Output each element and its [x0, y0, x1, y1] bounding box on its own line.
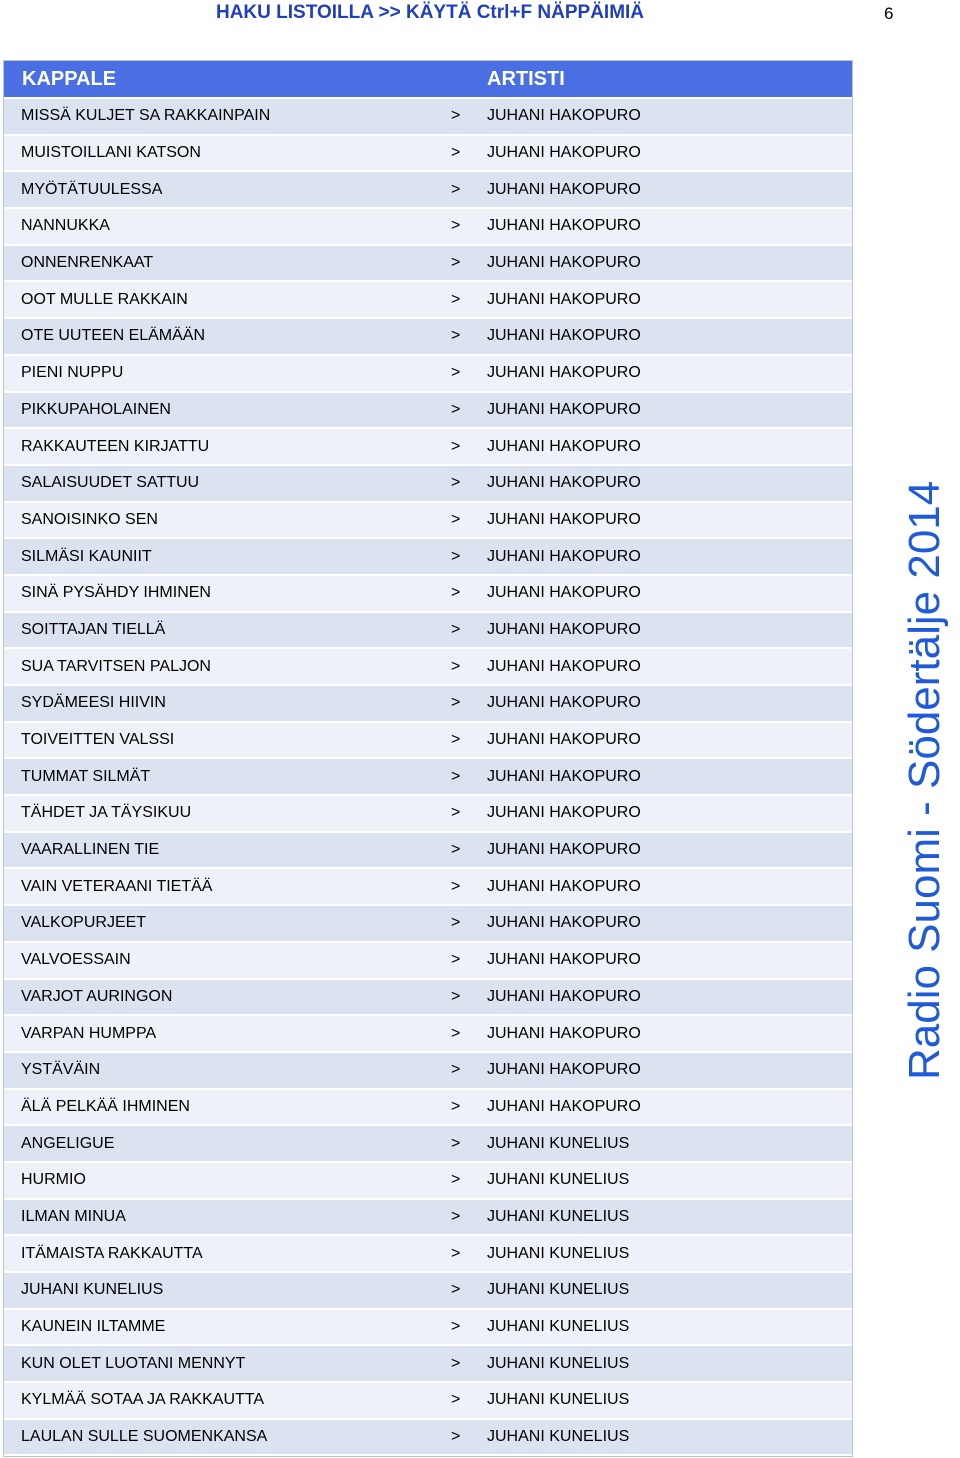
- table-row: [4, 1236, 852, 1273]
- song-title: ITÄMAISTA RAKKAUTTA: [21, 1244, 203, 1262]
- row-separator: >: [451, 437, 461, 455]
- artist-name: JUHANI HAKOPURO: [487, 731, 641, 749]
- song-title: OTE UUTEEN ELÄMÄÄN: [21, 327, 206, 345]
- row-separator: >: [451, 877, 461, 895]
- table-row: [4, 319, 852, 356]
- artist-name: JUHANI HAKOPURO: [487, 584, 641, 602]
- song-title: YSTÄVÄIN: [21, 1061, 101, 1079]
- column-header-artist: ARTISTI: [487, 67, 565, 90]
- song-title: OOT MULLE RAKKAIN: [21, 290, 188, 308]
- table-row: [4, 613, 852, 650]
- table-row: [4, 649, 852, 686]
- song-title: PIENI NUPPU: [21, 364, 124, 382]
- table-row: [4, 943, 852, 980]
- column-header-song: KAPPALE: [22, 67, 117, 90]
- table-row: [4, 1310, 852, 1347]
- artist-name: JUHANI HAKOPURO: [487, 180, 641, 198]
- table-row: [4, 1053, 852, 1090]
- song-title: KYLMÄÄ SOTAA JA RAKKAUTTA: [21, 1391, 265, 1409]
- artist-name: JUHANI HAKOPURO: [487, 987, 641, 1005]
- artist-name: JUHANI KUNELIUS: [487, 1207, 630, 1225]
- row-separator: >: [451, 1134, 461, 1152]
- artist-name: JUHANI KUNELIUS: [487, 1134, 630, 1152]
- table-row: [4, 356, 852, 393]
- artist-name: JUHANI HAKOPURO: [487, 694, 641, 712]
- table-row: [4, 172, 852, 209]
- table-header: [4, 61, 852, 99]
- table-row: [4, 576, 852, 613]
- table-row: [4, 282, 852, 319]
- artist-name: JUHANI KUNELIUS: [487, 1244, 630, 1262]
- artist-name: JUHANI KUNELIUS: [487, 1281, 630, 1299]
- song-title: SOITTAJAN TIELLÄ: [21, 620, 166, 638]
- row-separator: >: [451, 731, 461, 749]
- song-title: VARPAN HUMPPA: [21, 1024, 157, 1042]
- table-row: [4, 796, 852, 833]
- row-separator: >: [451, 1281, 461, 1299]
- table-row: [4, 906, 852, 943]
- artist-name: JUHANI HAKOPURO: [487, 804, 641, 822]
- table-row: [4, 1420, 852, 1457]
- table-row: [4, 466, 852, 503]
- row-separator: >: [451, 1354, 461, 1372]
- table-row: [4, 1200, 852, 1237]
- song-title: ONNENRENKAAT: [21, 254, 154, 272]
- artist-name: JUHANI KUNELIUS: [487, 1391, 630, 1409]
- artist-name: JUHANI HAKOPURO: [487, 657, 641, 675]
- table-row: [4, 1273, 852, 1310]
- artist-name: JUHANI KUNELIUS: [487, 1428, 630, 1446]
- artist-name: JUHANI HAKOPURO: [487, 217, 641, 235]
- song-title: LAULAN SULLE SUOMENKANSA: [21, 1428, 268, 1446]
- row-separator: >: [451, 694, 461, 712]
- song-title: NANNUKKA: [21, 217, 110, 235]
- row-separator: >: [451, 584, 461, 602]
- row-separator: >: [451, 217, 461, 235]
- row-separator: >: [451, 364, 461, 382]
- table-row: [4, 723, 852, 760]
- table-row: [4, 1090, 852, 1127]
- table-row: [4, 1126, 852, 1163]
- row-separator: >: [451, 1207, 461, 1225]
- table-row: [4, 503, 852, 540]
- table-row: [4, 759, 852, 796]
- row-separator: >: [451, 290, 461, 308]
- song-title: ANGELIGUE: [21, 1134, 115, 1152]
- artist-name: JUHANI KUNELIUS: [487, 1354, 630, 1372]
- row-separator: >: [451, 180, 461, 198]
- row-separator: >: [451, 1318, 461, 1336]
- row-separator: >: [451, 620, 461, 638]
- artist-name: JUHANI KUNELIUS: [487, 1171, 630, 1189]
- row-separator: >: [451, 841, 461, 859]
- page-number: 6: [884, 4, 894, 23]
- row-separator: >: [451, 144, 461, 162]
- song-title: TÄHDET JA TÄYSIKUU: [21, 804, 192, 822]
- row-separator: >: [451, 804, 461, 822]
- table-row: [4, 209, 852, 246]
- station-watermark: Radio Suomi - Södertälje 2014: [900, 480, 949, 1080]
- artist-name: JUHANI HAKOPURO: [487, 400, 641, 418]
- song-title: VALKOPURJEET: [21, 914, 147, 932]
- artist-name: JUHANI HAKOPURO: [487, 107, 641, 125]
- song-title: SALAISUUDET SATTUU: [21, 474, 200, 492]
- artist-name: JUHANI HAKOPURO: [487, 914, 641, 932]
- song-title: PIKKUPAHOLAINEN: [21, 400, 171, 418]
- table-row: [4, 393, 852, 430]
- table-row: [4, 429, 852, 466]
- table-row: [4, 246, 852, 283]
- page-title: HAKU LISTOILLA >> KÄYTÄ Ctrl+F NÄPPÄIMIÄ: [215, 2, 645, 23]
- row-separator: >: [451, 327, 461, 345]
- song-title: TUMMAT SILMÄT: [21, 767, 151, 785]
- row-separator: >: [451, 657, 461, 675]
- song-title: ILMAN MINUA: [21, 1207, 126, 1225]
- row-separator: >: [451, 1024, 461, 1042]
- artist-name: JUHANI HAKOPURO: [487, 841, 641, 859]
- table-row: [4, 686, 852, 723]
- row-separator: >: [451, 914, 461, 932]
- song-title: SILMÄSI KAUNIIT: [21, 547, 152, 565]
- row-separator: >: [451, 510, 461, 528]
- artist-name: JUHANI HAKOPURO: [487, 437, 641, 455]
- artist-name: JUHANI HAKOPURO: [487, 474, 641, 492]
- row-separator: >: [451, 951, 461, 969]
- row-separator: >: [451, 1097, 461, 1115]
- table-row: [4, 833, 852, 870]
- row-separator: >: [451, 547, 461, 565]
- artist-name: JUHANI HAKOPURO: [487, 877, 641, 895]
- artist-name: JUHANI HAKOPURO: [487, 620, 641, 638]
- table-row: [4, 1383, 852, 1420]
- song-table: [3, 60, 853, 1457]
- table-body: [4, 99, 852, 1456]
- song-title: SUA TARVITSEN PALJON: [21, 657, 211, 675]
- table-row: [4, 539, 852, 576]
- artist-name: JUHANI HAKOPURO: [487, 547, 641, 565]
- row-separator: >: [451, 474, 461, 492]
- song-title: VAIN VETERAANI TIETÄÄ: [21, 877, 213, 895]
- row-separator: >: [451, 1428, 461, 1446]
- table-row: [4, 869, 852, 906]
- table-row: [4, 1016, 852, 1053]
- artist-name: JUHANI HAKOPURO: [487, 144, 641, 162]
- song-title: SANOISINKO SEN: [21, 510, 158, 528]
- artist-name: JUHANI HAKOPURO: [487, 510, 641, 528]
- artist-name: JUHANI HAKOPURO: [487, 1097, 641, 1115]
- song-title: KUN OLET LUOTANI MENNYT: [21, 1354, 246, 1372]
- row-separator: >: [451, 1244, 461, 1262]
- table-row: [4, 1346, 852, 1383]
- song-title: VALVOESSAIN: [21, 951, 131, 969]
- artist-name: JUHANI HAKOPURO: [487, 1024, 641, 1042]
- song-title: SYDÄMEESI HIIVIN: [21, 694, 166, 712]
- row-separator: >: [451, 1391, 461, 1409]
- row-separator: >: [451, 107, 461, 125]
- artist-name: JUHANI HAKOPURO: [487, 254, 641, 272]
- song-title: RAKKAUTEEN KIRJATTU: [21, 437, 210, 455]
- table-row: [4, 1163, 852, 1200]
- song-title: KAUNEIN ILTAMME: [21, 1318, 166, 1336]
- song-title: HURMIO: [21, 1171, 86, 1189]
- artist-name: JUHANI KUNELIUS: [487, 1318, 630, 1336]
- song-title: JUHANI KUNELIUS: [21, 1281, 164, 1299]
- artist-name: JUHANI HAKOPURO: [487, 290, 641, 308]
- song-title: ÄLÄ PELKÄÄ IHMINEN: [21, 1097, 190, 1115]
- artist-name: JUHANI HAKOPURO: [487, 364, 641, 382]
- song-title: MYÖTÄTUULESSA: [21, 180, 163, 198]
- row-separator: >: [451, 987, 461, 1005]
- song-title: VARJOT AURINGON: [21, 987, 173, 1005]
- row-separator: >: [451, 1061, 461, 1079]
- table-row: [4, 136, 852, 173]
- table-row: [4, 99, 852, 136]
- artist-name: JUHANI HAKOPURO: [487, 327, 641, 345]
- song-title: MUISTOILLANI KATSON: [21, 144, 201, 162]
- row-separator: >: [451, 254, 461, 272]
- artist-name: JUHANI HAKOPURO: [487, 1061, 641, 1079]
- artist-name: JUHANI HAKOPURO: [487, 767, 641, 785]
- song-title: SINÄ PYSÄHDY IHMINEN: [21, 584, 211, 602]
- row-separator: >: [451, 1171, 461, 1189]
- row-separator: >: [451, 767, 461, 785]
- song-title: TOIVEITTEN VALSSI: [21, 731, 175, 749]
- row-separator: >: [451, 400, 461, 418]
- song-title: MISSÄ KULJET SA RAKKAINPAIN: [21, 107, 271, 125]
- song-title: VAARALLINEN TIE: [21, 841, 160, 859]
- table-row: [4, 980, 852, 1017]
- artist-name: JUHANI HAKOPURO: [487, 951, 641, 969]
